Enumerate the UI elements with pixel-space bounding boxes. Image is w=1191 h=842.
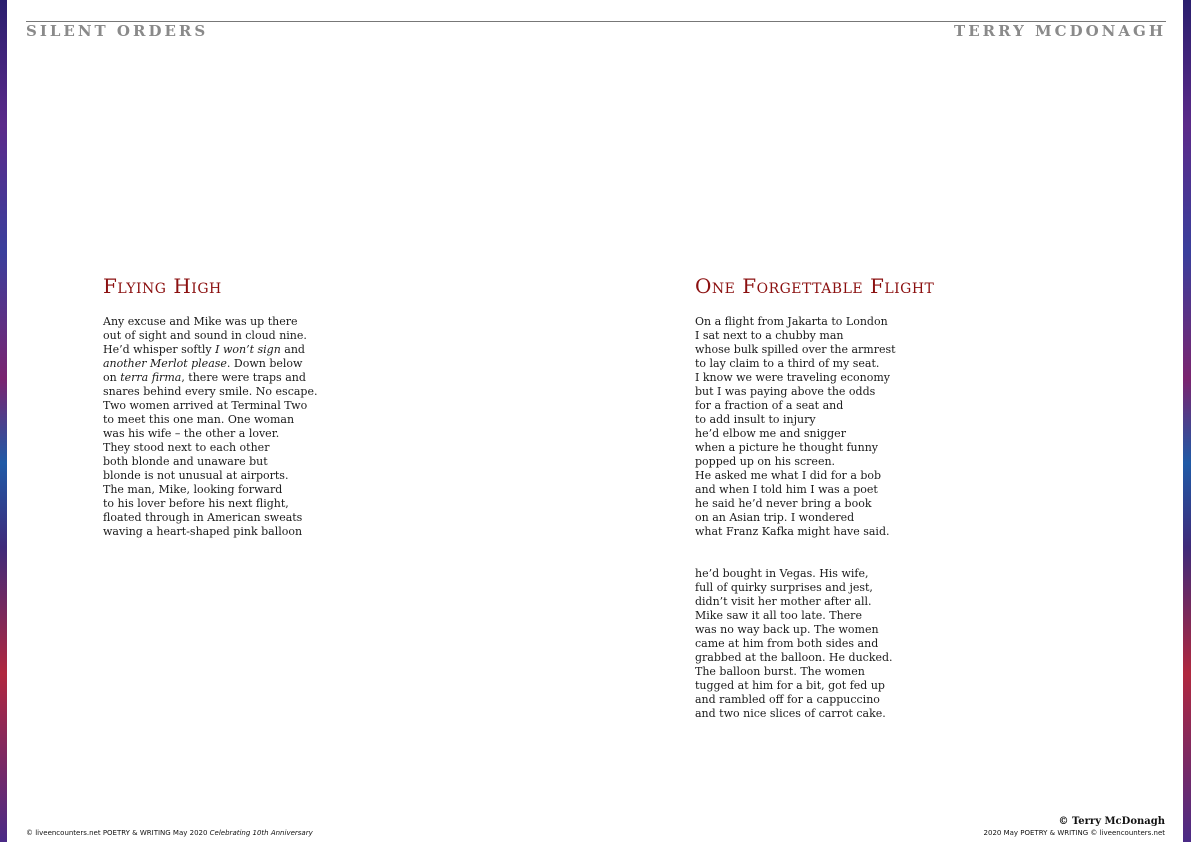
poem-line <box>695 525 896 539</box>
poem-line <box>103 413 317 427</box>
poem-line <box>695 329 896 343</box>
poem-line-text: he’d bought in Vegas. His wife, <box>695 567 869 580</box>
footer-copyright-author: © Terry McDonagh <box>1058 816 1165 827</box>
poem-line <box>103 315 317 329</box>
poem-line <box>695 567 893 581</box>
poem-line <box>695 441 896 455</box>
poem-line <box>695 357 896 371</box>
poem-line-text: came at him from both sides and <box>695 637 879 650</box>
poem-line-text: what Franz Kafka might have said. <box>695 525 890 538</box>
page-edge-left <box>0 0 7 842</box>
poem-line-italic: another Merlot please <box>103 357 227 370</box>
poem-line-text: blonde is not unusual at airports. <box>103 469 289 482</box>
footer-left <box>26 829 313 837</box>
poem-line <box>103 497 317 511</box>
poem-line-text: I know we were traveling economy <box>695 371 891 384</box>
poem-line <box>695 511 896 525</box>
poem-line <box>695 497 896 511</box>
poem-line-text: He asked me what I did for a bob <box>695 469 882 482</box>
poem-line <box>695 385 896 399</box>
poem-line <box>695 707 893 721</box>
poem-title-one-forgettable-flight: One Forgettable Flight <box>695 274 935 298</box>
poem-line-text: grabbed at the balloon. He ducked. <box>695 651 893 664</box>
poem-line-text: he said he’d never bring a book <box>695 497 872 510</box>
poem-line-text: and <box>280 343 305 356</box>
poem-line <box>695 371 896 385</box>
poem-line <box>695 427 896 441</box>
poem-line-text: The man, Mike, looking forward <box>103 483 283 496</box>
poem-title-flying-high: Flying High <box>103 274 222 298</box>
poem-line <box>695 595 893 609</box>
poem-line <box>695 455 896 469</box>
poem-line-text: whose bulk spilled over the armrest <box>695 343 896 356</box>
footer-right <box>984 816 1165 837</box>
poem-line <box>695 483 896 497</box>
poem-line <box>103 455 317 469</box>
poem-line <box>103 399 317 413</box>
poem-line-text: but I was paying above the odds <box>695 385 876 398</box>
poem-line-text: They stood next to each other <box>103 441 270 454</box>
poem-body-flying-high <box>103 315 317 539</box>
poem-line-text: was no way back up. The women <box>695 623 879 636</box>
poem-line-text: . Down below <box>226 357 303 370</box>
poem-line <box>103 511 317 525</box>
poem-line-text: Any excuse and Mike was up there <box>103 315 298 328</box>
poem-line <box>103 483 317 497</box>
poem-line-text: to his lover before his next flight, <box>103 497 289 510</box>
poem-line <box>695 623 893 637</box>
poem-line <box>695 581 893 595</box>
poem-line-text: and when I told him I was a poet <box>695 483 878 496</box>
poem-body-one-forgettable-flight-stanza-2 <box>695 567 893 721</box>
poem-line <box>695 413 896 427</box>
poem-line-text: and rambled off for a cappuccino <box>695 693 880 706</box>
poem-line <box>695 637 893 651</box>
poem-line-text: was his wife – the other a lover. <box>103 427 280 440</box>
poem-line-text: to lay claim to a third of my seat. <box>695 357 880 370</box>
poem-line-text: On a flight from Jakarta to London <box>695 315 888 328</box>
poem-line-text: he’d elbow me and snigger <box>695 427 846 440</box>
poem-line <box>695 693 893 707</box>
poem-line <box>103 469 317 483</box>
footer-left-anniversary: Celebrating 10th Anniversary <box>209 829 313 837</box>
poem-line <box>103 441 317 455</box>
poem-line-text: on an Asian trip. I wondered <box>695 511 855 524</box>
poem-line <box>103 329 317 343</box>
poem-line-text: tugged at him for a bit, got fed up <box>695 679 885 692</box>
poem-line-text: on <box>103 371 121 384</box>
poem-line-text: The balloon burst. The women <box>695 665 865 678</box>
poem-line <box>695 469 896 483</box>
poem-line-text: Two women arrived at Terminal Two <box>103 399 308 412</box>
poem-line <box>103 525 317 539</box>
poem-line <box>103 385 317 399</box>
poem-line-text: , there were traps and <box>181 371 306 384</box>
poem-line <box>103 371 317 385</box>
page-edge-right <box>1183 0 1191 842</box>
poem-line-text: I sat next to a chubby man <box>695 329 844 342</box>
poem-line-text: to add insult to injury <box>695 413 816 426</box>
footer-left-text: © liveencounters.net POETRY & WRITING May 2020 <box>26 829 210 837</box>
poem-line-text: for a fraction of a seat and <box>695 399 844 412</box>
poem-line-italic: terra firma <box>120 371 182 384</box>
poem-line <box>103 343 317 357</box>
poem-line <box>695 343 896 357</box>
poem-line-text: popped up on his screen. <box>695 455 836 468</box>
running-head-left: SILENT ORDERS <box>26 22 209 40</box>
poem-line-text: He’d whisper softly <box>103 343 216 356</box>
poem-line-text: Mike saw it all too late. There <box>695 609 862 622</box>
poem-line-text: waving a heart-shaped pink balloon <box>103 525 303 538</box>
poem-line <box>695 399 896 413</box>
poem-line <box>695 679 893 693</box>
poem-line-text: to meet this one man. One woman <box>103 413 295 426</box>
poem-line-text: when a picture he thought funny <box>695 441 879 454</box>
poem-line-text: out of sight and sound in cloud nine. <box>103 329 307 342</box>
running-head-right: TERRY MCDONAGH <box>954 22 1166 40</box>
poem-line-text: and two nice slices of carrot cake. <box>695 707 886 720</box>
poem-body-one-forgettable-flight-stanza-1 <box>695 315 896 539</box>
poem-line-text: both blonde and unaware but <box>103 455 268 468</box>
poem-line-italic: I won’t sign <box>215 343 281 356</box>
poem-line-text: full of quirky surprises and jest, <box>695 581 873 594</box>
poem-line <box>695 665 893 679</box>
poem-line-text: snares behind every smile. No escape. <box>103 385 318 398</box>
poem-line <box>695 315 896 329</box>
poem-line <box>103 357 317 371</box>
poem-line <box>103 427 317 441</box>
poem-line <box>695 609 893 623</box>
footer-right-text: 2020 May POETRY & WRITING © liveencounters.net <box>983 829 1165 837</box>
poem-line-text: floated through in American sweats <box>103 511 303 524</box>
poem-line <box>695 651 893 665</box>
poem-line-text: didn’t visit her mother after all. <box>695 595 872 608</box>
